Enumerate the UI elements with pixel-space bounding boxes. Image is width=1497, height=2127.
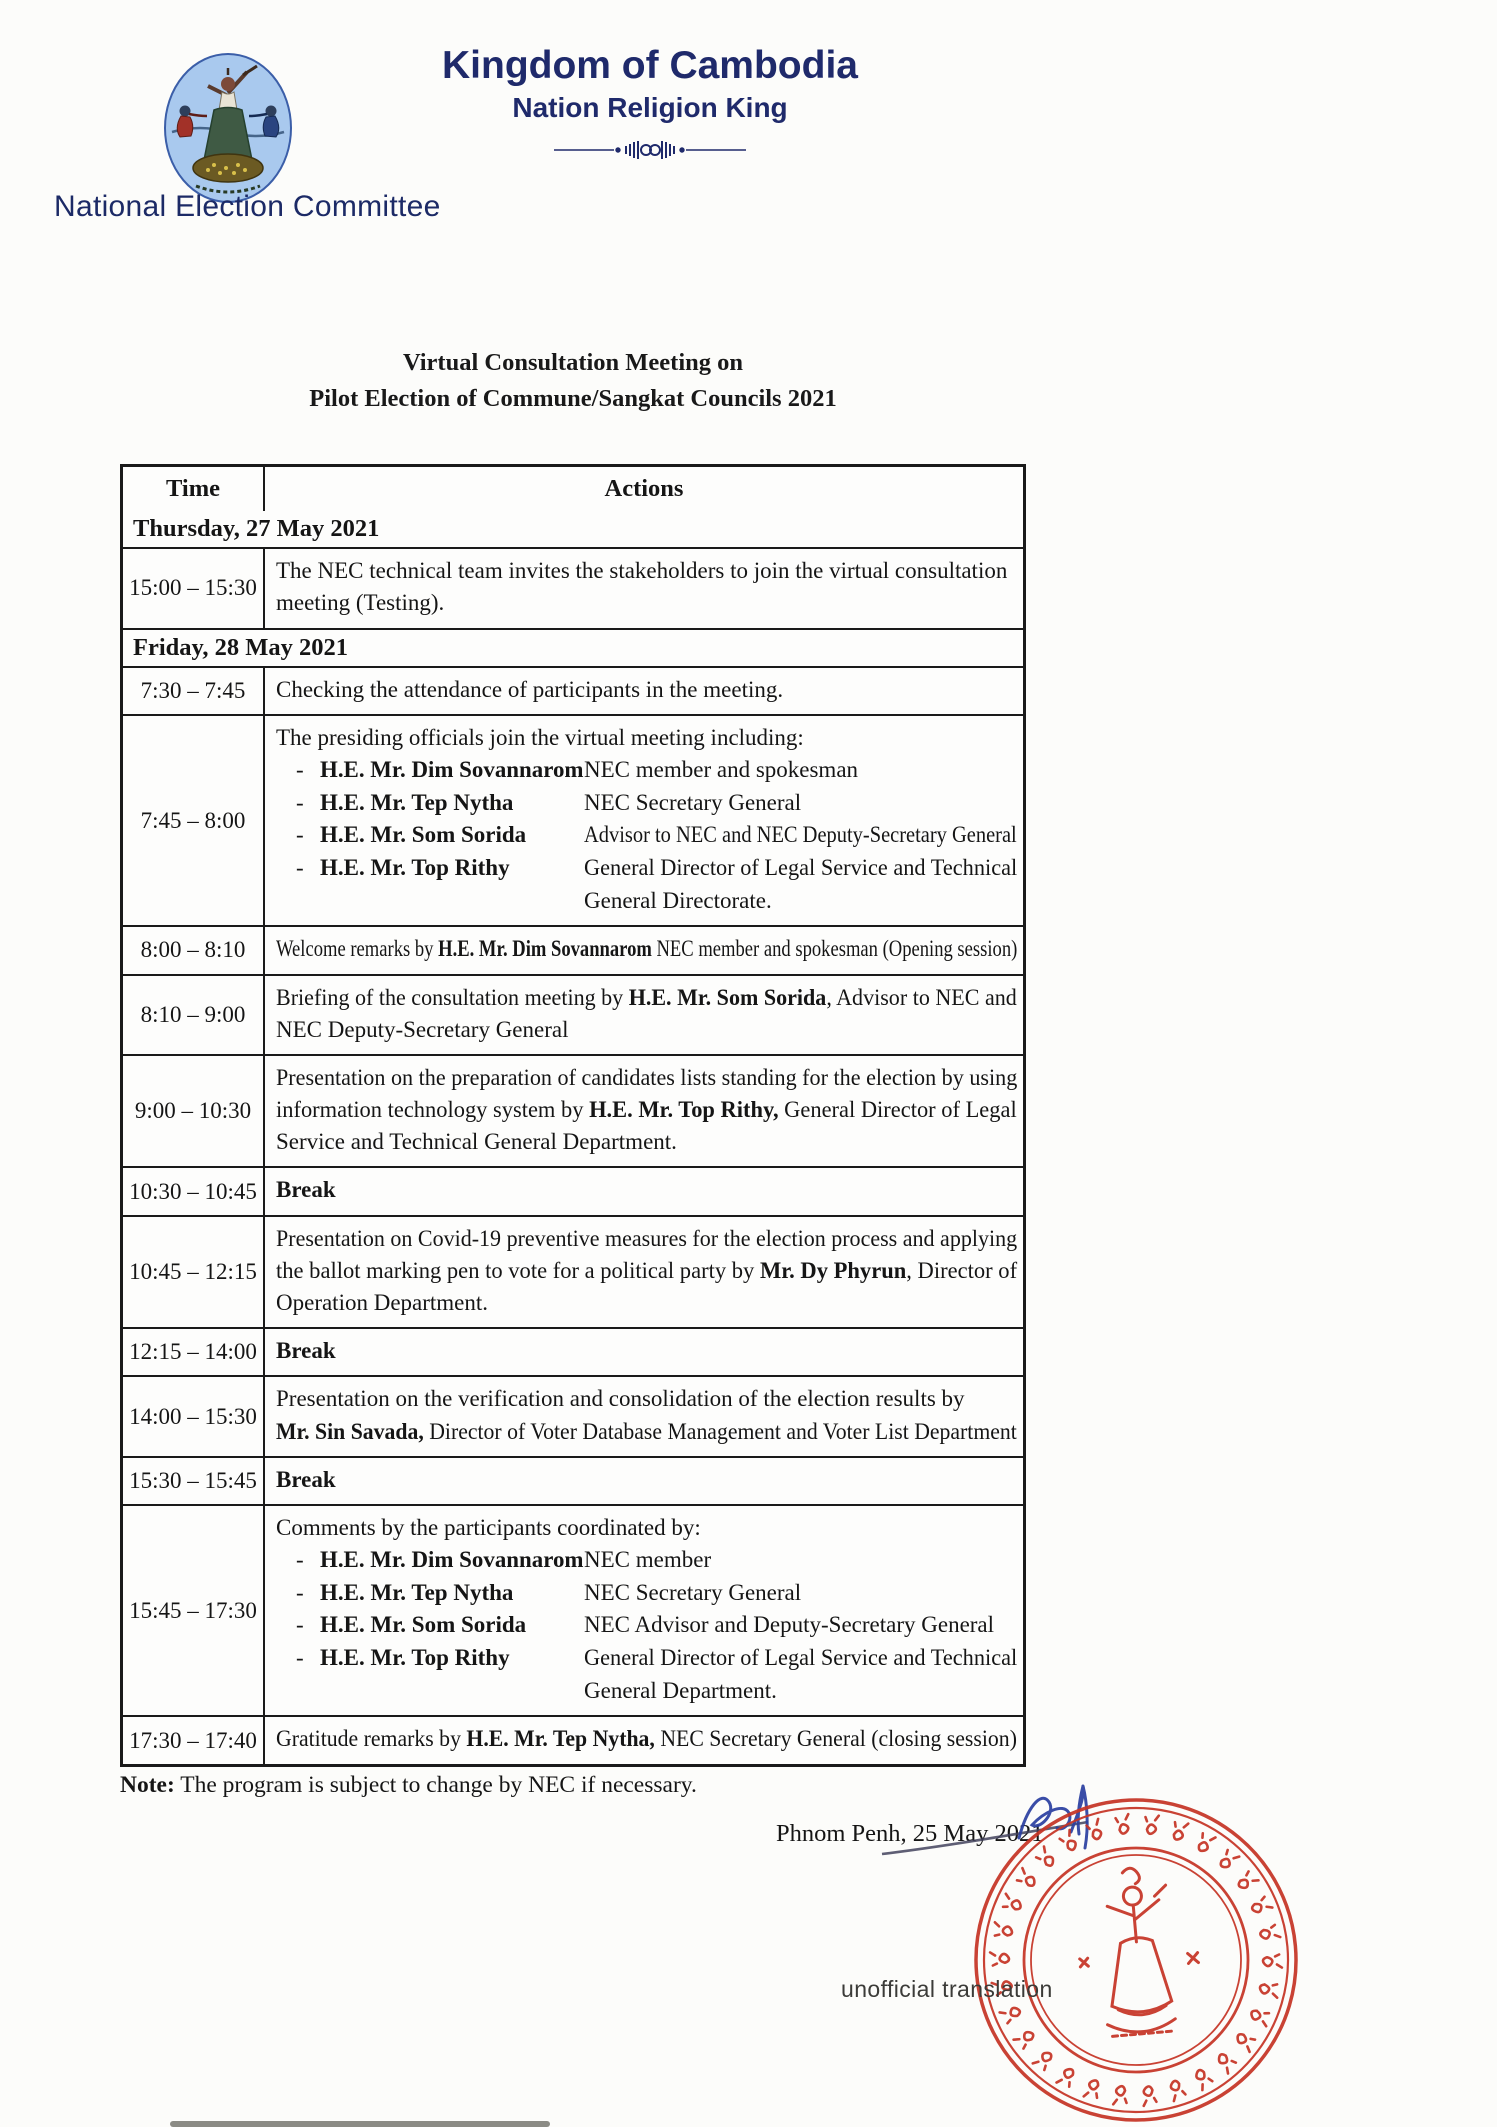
time-cell: 12:15 – 14:00 xyxy=(123,1329,265,1375)
official-name: H.E. Mr. Dim Sovannarom xyxy=(320,757,584,783)
official-name: H.E. Mr. Tep Nytha xyxy=(320,1579,514,1605)
bullet-dash: - xyxy=(296,757,304,783)
table-row xyxy=(123,1375,1023,1455)
time-cell: 7:30 – 7:45 xyxy=(123,668,265,714)
action-cell: Presentation on the verification and consolidation of the election results by Mr. Sin Savada, Director of Voter Database Management and Voter List Department xyxy=(276,1386,1017,1444)
action-cell: Break xyxy=(276,1338,336,1364)
nec-red-seal-icon xyxy=(952,1776,1320,2127)
table-row xyxy=(123,1456,1023,1504)
official-role: NEC member xyxy=(584,1547,712,1573)
actions-column-header: Actions xyxy=(604,475,684,502)
official-line xyxy=(276,1642,1017,1675)
bullet-dash: - xyxy=(296,1612,304,1638)
bullet-dash: - xyxy=(296,855,304,881)
action-cell xyxy=(265,1506,1023,1715)
ornamental-divider-icon xyxy=(552,136,748,164)
bullet-dash: - xyxy=(296,1579,304,1605)
table-row xyxy=(123,1166,1023,1214)
table-header-row xyxy=(123,467,1023,511)
table-row xyxy=(123,714,1023,925)
official-name: H.E. Mr. Top Rithy xyxy=(320,855,510,881)
action-cell: Presentation on Covid-19 preventive measures for the election process and applying the ballot marking pen to vote for a political party by Mr. Dy Phyrun, Director of Operation Department. xyxy=(276,1225,1018,1316)
official-name: H.E. Mr. Som Sorida xyxy=(320,822,527,848)
doc-title-line2: Pilot Election of Commune/Sangkat Councils 2021 xyxy=(309,385,837,412)
official-role: General Director of Legal Service and Technical xyxy=(584,855,1017,881)
bullet-dash: - xyxy=(296,1645,304,1671)
official-line xyxy=(276,852,1017,885)
action-cell xyxy=(265,716,1023,925)
table-row xyxy=(123,547,1023,627)
action-cell: Break xyxy=(276,1466,336,1492)
time-cell: 8:00 – 8:10 xyxy=(123,927,265,973)
time-cell: 15:00 – 15:30 xyxy=(123,549,265,627)
nec-emblem-logo xyxy=(148,48,308,208)
kingdom-title: Kingdom of Cambodia xyxy=(442,44,858,87)
time-cell: 17:30 – 17:40 xyxy=(123,1717,265,1763)
table-row xyxy=(123,1215,1023,1328)
official-role-continuation: General Directorate. xyxy=(584,887,772,913)
table-row xyxy=(123,925,1023,973)
official-role: NEC Secretary General xyxy=(584,789,802,815)
time-cell: 15:45 – 17:30 xyxy=(123,1506,265,1715)
action-intro: Comments by the participants coordinated by: xyxy=(276,1514,701,1540)
official-name: H.E. Mr. Som Sorida xyxy=(320,1612,527,1638)
time-column-header: Time xyxy=(123,467,265,511)
action-intro: The presiding officials join the virtual meeting including: xyxy=(276,724,804,750)
official-role: NEC Advisor and Deputy-Secretary General xyxy=(584,1612,995,1638)
official-name: H.E. Mr. Top Rithy xyxy=(320,1645,510,1671)
schedule-table xyxy=(120,464,1026,1767)
action-cell: Briefing of the consultation meeting by H.E. Mr. Som Sorida, Advisor to NEC and NEC Deputy-Secretary General xyxy=(276,984,1017,1042)
official-name: H.E. Mr. Tep Nytha xyxy=(320,789,514,815)
action-cell: Gratitude remarks by H.E. Mr. Tep Nytha, NEC Secretary General (closing session) xyxy=(276,1726,1017,1752)
note-text: The program is subject to change by NEC if necessary. xyxy=(174,1771,697,1798)
table-row xyxy=(123,1054,1023,1167)
note xyxy=(120,1772,1026,1799)
official-line xyxy=(276,1577,1017,1610)
table-row xyxy=(123,1715,1023,1763)
schedule-area xyxy=(120,464,1026,1799)
table-row xyxy=(123,1327,1023,1375)
time-cell: 10:30 – 10:45 xyxy=(123,1168,265,1214)
stamp-overlay-text: unofficial translation xyxy=(841,1976,1053,2002)
table-row xyxy=(123,974,1023,1054)
official-role: General Director of Legal Service and Technical xyxy=(584,1645,1017,1671)
official-line xyxy=(276,754,1017,787)
time-cell: 14:00 – 15:30 xyxy=(123,1377,265,1455)
official-line xyxy=(276,787,1017,820)
section-date: Friday, 28 May 2021 xyxy=(133,633,349,661)
schedule-table-body xyxy=(123,511,1023,1763)
bullet-dash: - xyxy=(296,822,304,848)
official-line xyxy=(276,1609,1017,1642)
table-row xyxy=(123,666,1023,714)
official-role: NEC Secretary General xyxy=(584,1579,802,1605)
action-cell: Checking the attendance of participants in the meeting. xyxy=(276,676,784,702)
action-cell: Welcome remarks by H.E. Mr. Dim Sovannarom NEC member and spokesman (Opening session) xyxy=(276,936,1018,962)
section-date: Thursday, 27 May 2021 xyxy=(133,515,380,543)
official-line xyxy=(276,1544,1017,1577)
time-cell: 8:10 – 9:00 xyxy=(123,976,265,1054)
official-role: Advisor to NEC and NEC Deputy-Secretary General xyxy=(584,822,1017,848)
committee-name: National Election Committee xyxy=(54,190,441,223)
bullet-dash: - xyxy=(296,789,304,815)
note-label: Note: xyxy=(120,1771,175,1798)
date-section-row xyxy=(123,511,1023,547)
official-role: NEC member and spokesman xyxy=(584,757,859,783)
motto: Nation Religion King xyxy=(512,92,788,123)
time-cell: 15:30 – 15:45 xyxy=(123,1458,265,1504)
time-cell: 10:45 – 12:15 xyxy=(123,1217,265,1328)
table-row xyxy=(123,1504,1023,1715)
action-cell: Break xyxy=(276,1177,336,1203)
scan-edge-artifact xyxy=(170,2121,550,2127)
bullet-dash: - xyxy=(296,1547,304,1573)
place-date: Phnom Penh, 25 May 2021 xyxy=(776,1820,1044,1847)
action-cell: Presentation on the preparation of candidates lists standing for the election by using information technology system by H.E. Mr. Top Rithy, General Director of Legal Service and Technical General Department. xyxy=(276,1064,1018,1155)
action-cell: The NEC technical team invites the stakeholders to join the virtual consultation meeting (Testing). xyxy=(276,558,1008,616)
time-cell: 9:00 – 10:30 xyxy=(123,1056,265,1167)
time-cell: 7:45 – 8:00 xyxy=(123,716,265,925)
official-line xyxy=(276,819,1017,852)
official-name: H.E. Mr. Dim Sovannarom xyxy=(320,1547,584,1573)
doc-title-line1: Virtual Consultation Meeting on xyxy=(402,349,744,376)
date-section-row xyxy=(123,628,1023,666)
official-role-continuation: General Department. xyxy=(584,1677,777,1703)
